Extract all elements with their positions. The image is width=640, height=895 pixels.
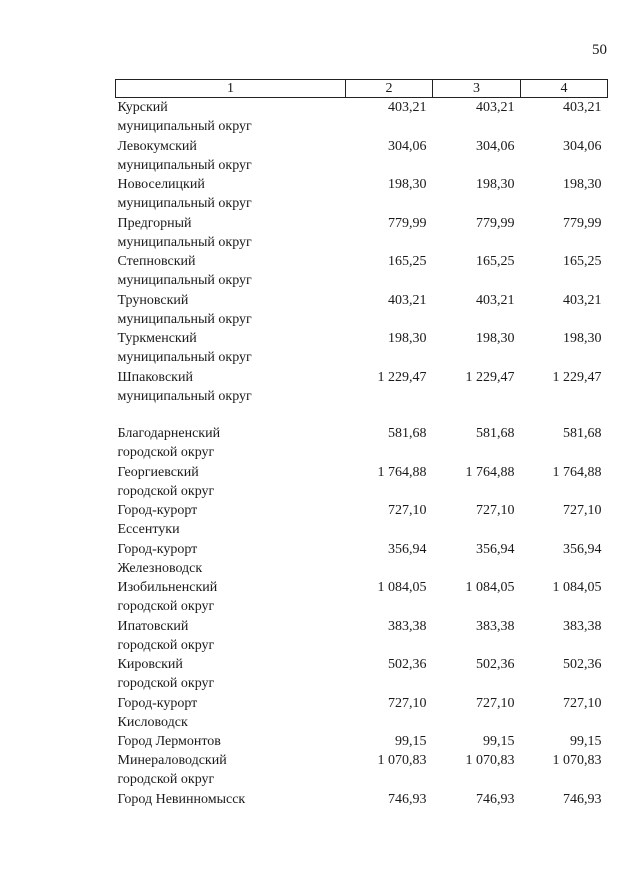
column-header-2: 2: [346, 80, 433, 98]
value-cell-col2: 727,10: [388, 695, 427, 711]
territory-name-line: городской округ: [117, 676, 215, 691]
value-cell-col3: 581,68: [476, 426, 515, 441]
value-cell-col3: 99,15: [483, 734, 515, 749]
territory-name-line: Кировский: [117, 657, 183, 672]
table-row: [116, 291, 608, 330]
territory-name-cell: [116, 291, 346, 330]
value-cell-col3: 403,21: [476, 292, 515, 308]
value-cell-col2: 746,93: [388, 791, 427, 807]
territory-name-cell: [116, 501, 346, 540]
value-cell-col2: 403,21: [388, 292, 427, 308]
value-cell-col4: 403,21: [563, 292, 602, 308]
value-cell-col3: 356,94: [476, 541, 515, 557]
territory-name-line: городской округ: [117, 637, 215, 653]
value-cell-col4: 99,15: [570, 734, 602, 749]
value-cell-col4: 727,10: [563, 695, 602, 711]
value-cell-col4: 356,94: [563, 541, 602, 557]
territory-name-line: Предгорный: [117, 215, 192, 231]
territory-name-line: Шпаковский: [117, 369, 193, 385]
table-row: [116, 501, 608, 540]
table-row: [116, 463, 608, 502]
value-cell-col3: 727,10: [476, 695, 515, 711]
territory-name-line: Город-курорт: [117, 541, 198, 557]
value-cell-col2: 1 229,47: [377, 369, 427, 385]
territory-name-line: муниципальный округ: [117, 119, 252, 134]
value-cell-col2: 581,68: [388, 426, 427, 441]
value-cell-col3: 198,30: [476, 177, 515, 192]
value-cell-col3: 383,38: [476, 618, 515, 634]
territory-name-line: городской округ: [117, 599, 215, 614]
territory-name-cell: [116, 424, 346, 463]
territory-name-cell: [116, 175, 346, 214]
value-cell-col4: 383,38: [563, 618, 602, 634]
value-cell-col4: 1 229,47: [552, 369, 602, 385]
territory-name-line: Левокумский: [117, 138, 197, 154]
territory-name-line: Изобильненский: [117, 580, 218, 595]
table-row: [116, 751, 608, 790]
territory-name-line: Минераловодский: [117, 753, 227, 768]
territory-name-line: Город-курорт: [117, 503, 198, 518]
value-cell-col2: 1 084,05: [377, 580, 427, 595]
value-cell-col4: 165,25: [563, 254, 602, 269]
spacer-cell: [116, 406, 608, 424]
header-row: [116, 80, 608, 98]
value-cell-col2: 99,15: [395, 734, 427, 749]
territory-name-cell: [116, 751, 346, 790]
table-row: [116, 252, 608, 291]
territory-name-line: Город-курорт: [117, 695, 198, 711]
value-cell-col4: 581,68: [563, 426, 602, 441]
value-cell-col4: 1 764,88: [552, 464, 602, 480]
territory-name-line: муниципальный округ: [117, 157, 252, 173]
value-cell-col2: 1 764,88: [377, 464, 427, 480]
value-cell-col4: 1 070,83: [552, 753, 602, 768]
territory-name-cell: [116, 540, 346, 579]
value-cell-col3: 403,21: [476, 100, 515, 115]
territory-name-cell: [116, 578, 346, 617]
territory-name-line: муниципальный округ: [117, 196, 252, 211]
value-cell-col3: 165,25: [476, 254, 515, 269]
territory-name-cell: [116, 137, 346, 176]
territory-name-line: Новоселицкий: [117, 177, 205, 192]
territory-name-cell: [116, 463, 346, 502]
value-cell-col3: 502,36: [476, 657, 515, 672]
table-body: [116, 98, 608, 809]
table-row: [116, 790, 608, 809]
page-number: 50: [592, 42, 607, 58]
table-row: [116, 694, 608, 733]
territory-name-cell: [116, 252, 346, 291]
territory-name-line: Курский: [117, 100, 168, 115]
value-cell-col2: 165,25: [388, 254, 427, 269]
territory-name-cell: [116, 694, 346, 733]
territory-name-line: городской округ: [117, 445, 215, 460]
table-row: [116, 540, 608, 579]
column-header-4: 4: [521, 80, 608, 98]
territory-name-cell: [116, 98, 346, 137]
territory-name-line: Георгиевский: [117, 464, 199, 480]
territory-name-line: муниципальный округ: [117, 273, 252, 288]
territory-name-line: городской округ: [117, 772, 215, 787]
value-cell-col3: 1 764,88: [465, 464, 515, 480]
territory-name-cell: [116, 617, 346, 656]
table-row: [116, 617, 608, 656]
value-cell-col4: 1 084,05: [552, 580, 602, 595]
territory-name-cell: [116, 214, 346, 253]
value-cell-col2: 727,10: [388, 503, 427, 518]
value-cell-col3: 304,06: [476, 138, 515, 154]
table-row: [116, 655, 608, 694]
column-header-1: 1: [116, 80, 346, 98]
value-cell-col2: 403,21: [388, 100, 427, 115]
territory-name-line: Труновский: [117, 292, 189, 308]
territory-name-line: муниципальный округ: [117, 388, 252, 404]
table-row: [116, 214, 608, 253]
territory-name-line: городской округ: [117, 483, 215, 499]
value-cell-col3: 779,99: [476, 215, 515, 231]
territory-name-line: муниципальный округ: [117, 311, 252, 327]
value-cell-col4: 502,36: [563, 657, 602, 672]
value-cell-col4: 198,30: [563, 177, 602, 192]
territory-name-cell: [116, 732, 346, 751]
value-cell-col2: 383,38: [388, 618, 427, 634]
value-cell-col4: 779,99: [563, 215, 602, 231]
value-cell-col2: 502,36: [388, 657, 427, 672]
territory-name-line: Ипатовский: [117, 618, 189, 634]
value-cell-col4: 727,10: [563, 503, 602, 518]
spacer-row: [116, 406, 608, 424]
value-cell-col4: 746,93: [563, 791, 602, 807]
column-header-3: 3: [433, 80, 521, 98]
table-row: [116, 732, 608, 751]
value-cell-col3: 1 229,47: [465, 369, 515, 385]
value-cell-col2: 356,94: [388, 541, 427, 557]
value-cell-col2: 304,06: [388, 138, 427, 154]
data-table: [115, 79, 608, 809]
territory-name-line: Город Невинномысск: [117, 791, 246, 807]
territory-name-line: Ессентуки: [117, 522, 180, 537]
territory-name-cell: [116, 655, 346, 694]
territory-name-line: Степновский: [117, 254, 196, 269]
value-cell-col4: 403,21: [563, 100, 602, 115]
territory-name-cell: [116, 368, 346, 407]
value-cell-col2: 198,30: [388, 177, 427, 192]
territory-name-line: Железноводск: [117, 560, 203, 576]
value-cell-col3: 746,93: [476, 791, 515, 807]
territory-name-line: муниципальный округ: [117, 350, 252, 365]
territory-name-line: Кисловодск: [117, 714, 188, 730]
value-cell-col4: 304,06: [563, 138, 602, 154]
territory-name-line: Туркменский: [117, 331, 197, 346]
table-row: [116, 368, 608, 407]
table-row: [116, 98, 608, 137]
value-cell-col2: 779,99: [388, 215, 427, 231]
territory-name-cell: [116, 329, 346, 368]
table-row: [116, 424, 608, 463]
value-cell-col3: 198,30: [476, 331, 515, 346]
territory-name-line: Город Лермонтов: [117, 734, 221, 749]
table-row: [116, 175, 608, 214]
value-cell-col3: 1 070,83: [465, 753, 515, 768]
value-cell-col2: 198,30: [388, 331, 427, 346]
territory-name-line: муниципальный округ: [117, 234, 252, 250]
table-row: [116, 137, 608, 176]
table-row: [116, 329, 608, 368]
table-header: [116, 80, 608, 98]
territory-name-line: Благодарненский: [117, 426, 221, 441]
value-cell-col3: 727,10: [476, 503, 515, 518]
value-cell-col2: 1 070,83: [377, 753, 427, 768]
value-cell-col3: 1 084,05: [465, 580, 515, 595]
table-row: [116, 578, 608, 617]
value-cell-col4: 198,30: [563, 331, 602, 346]
territory-name-cell: [116, 790, 346, 809]
